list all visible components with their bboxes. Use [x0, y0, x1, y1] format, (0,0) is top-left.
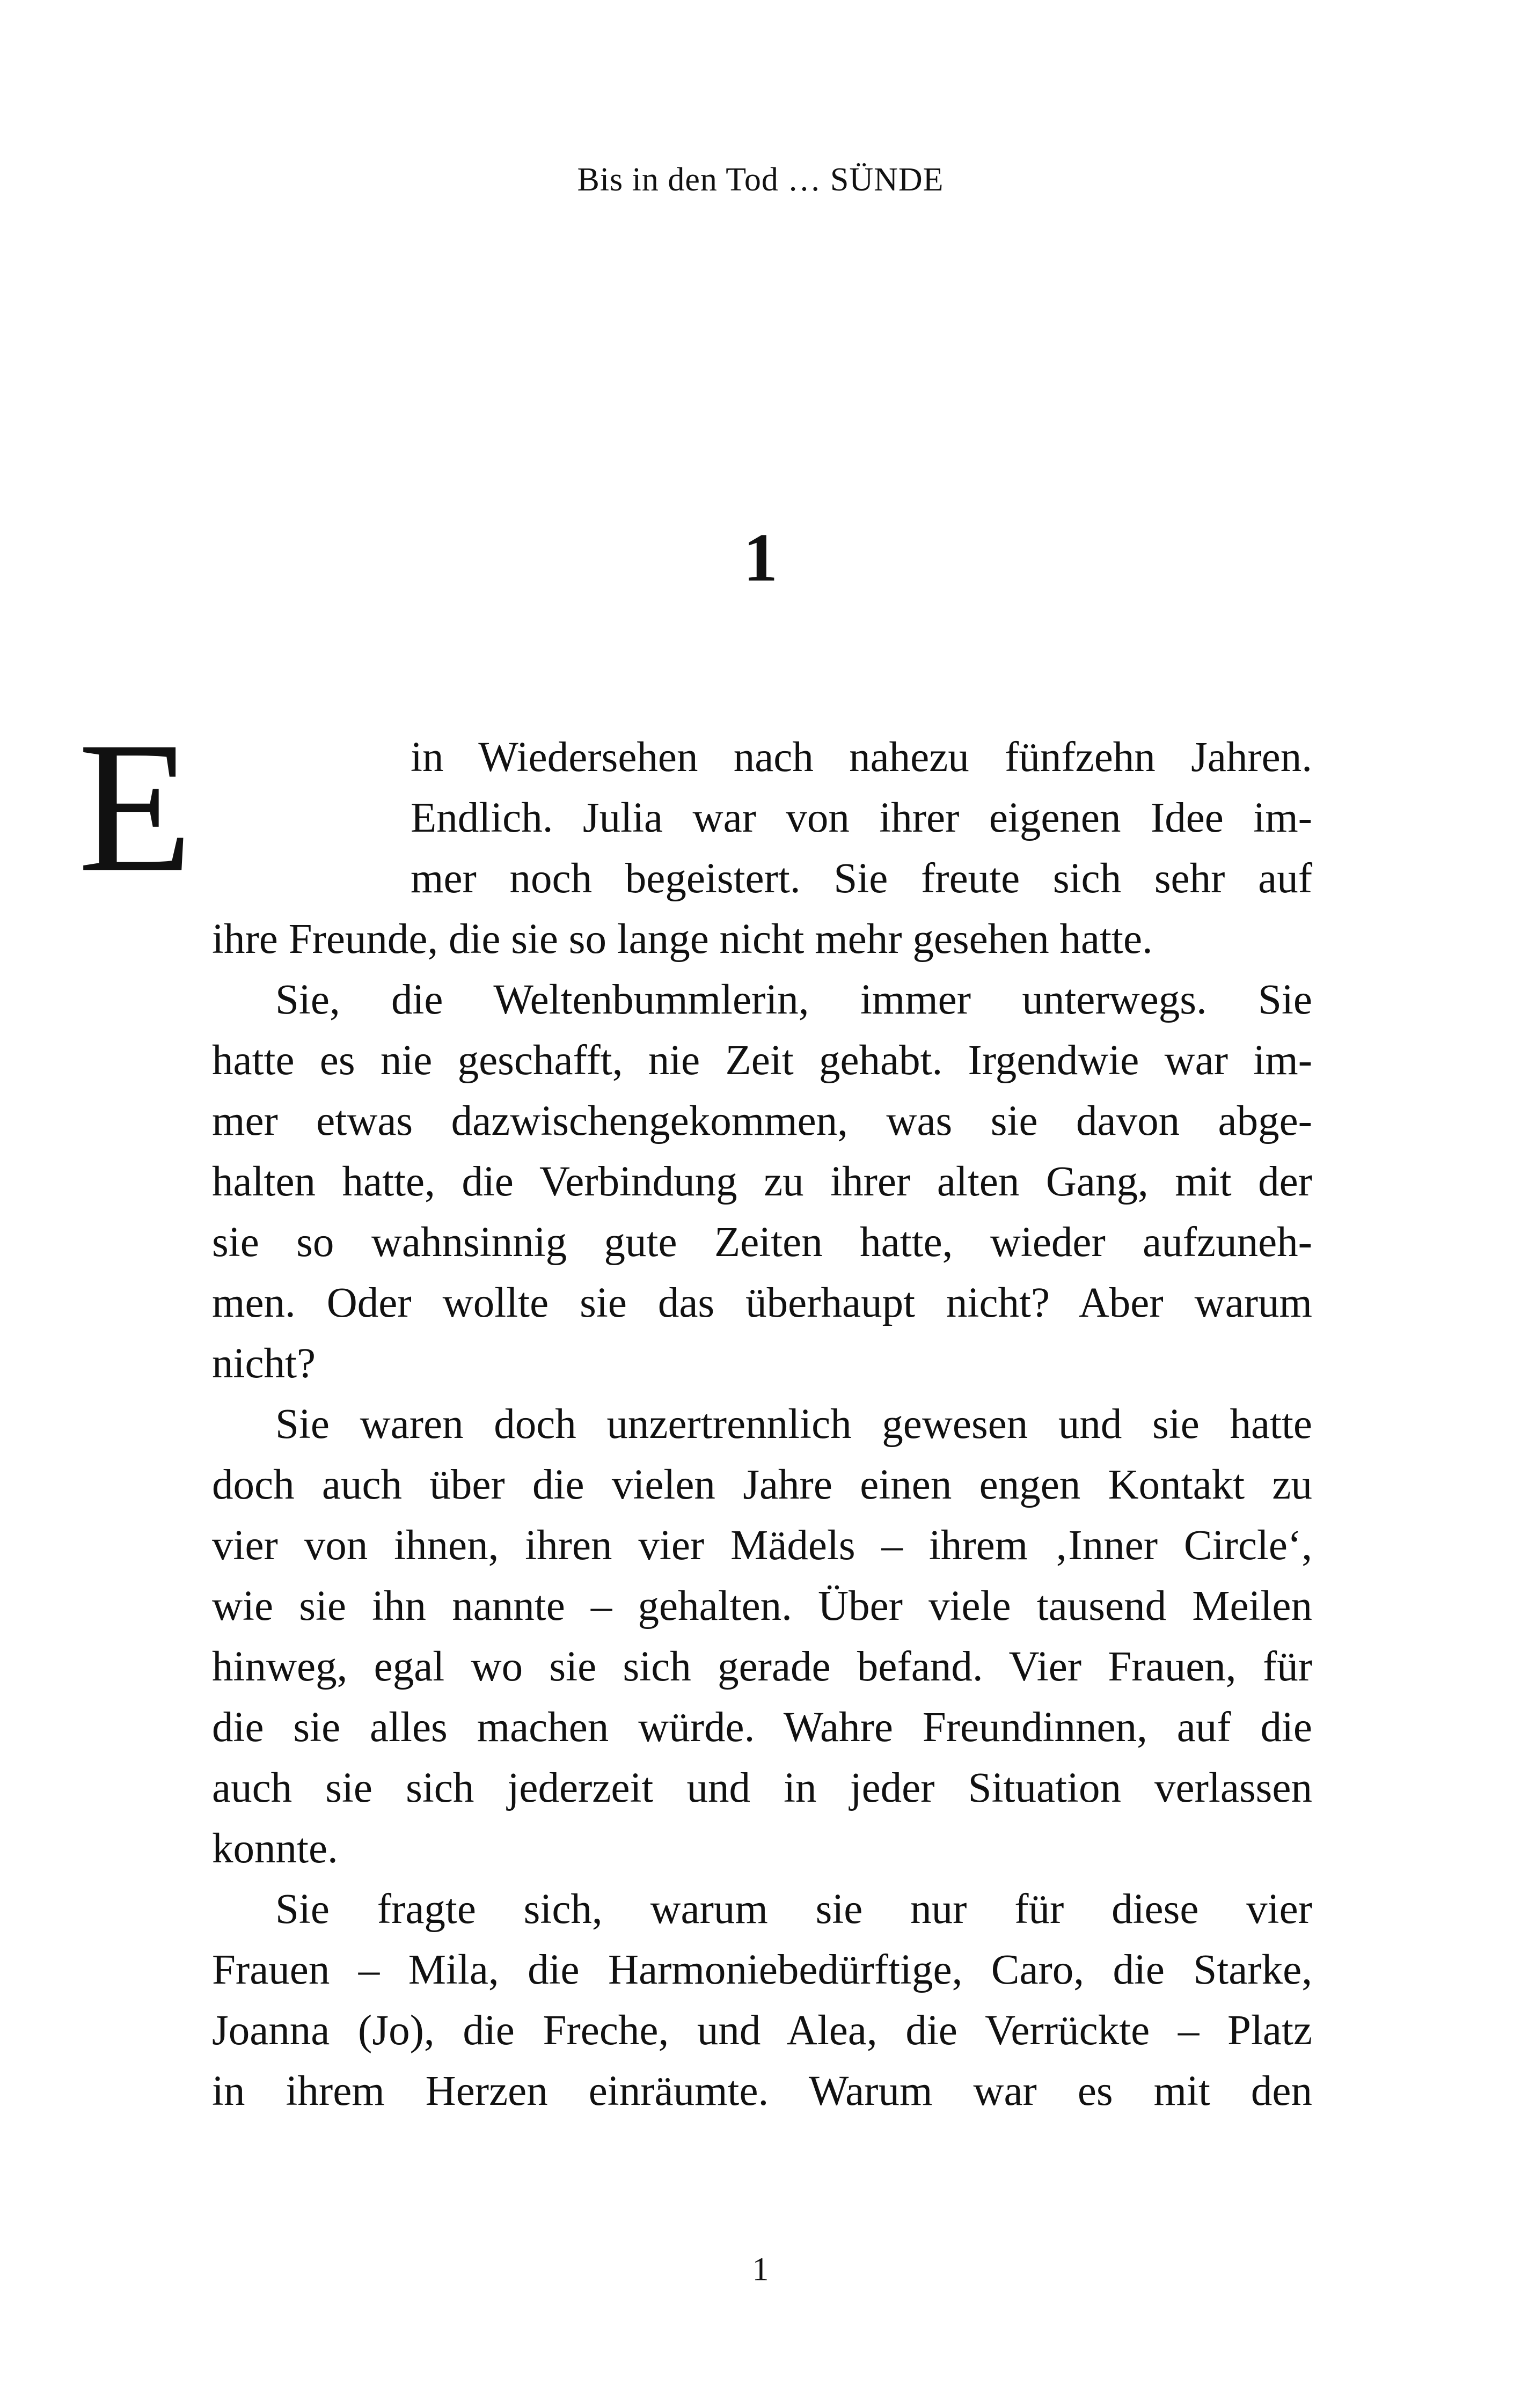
drop-cap-letter: E: [78, 730, 193, 891]
text-line: in Wiedersehen nach nahezu fünfzehn Jahren.: [411, 734, 1312, 781]
chapter-number: 1: [743, 519, 778, 596]
text-line: mer noch begeistert. Sie freute sich sehr auf: [411, 855, 1312, 902]
text-line: hatte es nie geschafft, nie Zeit gehabt. Irgendwie war im-: [212, 1037, 1312, 1084]
text-line: ihre Freunde, die sie so lange nicht mehr gesehen hatte.: [212, 916, 1153, 963]
text-line: auch sie sich jederzeit und in jeder Situation verlassen: [212, 1765, 1312, 1811]
text-line: Endlich. Julia war von ihrer eigenen Idee im-: [411, 795, 1312, 841]
drop-cap: [74, 730, 196, 891]
text-line: die sie alles machen würde. Wahre Freundinnen, auf die: [212, 1704, 1312, 1751]
text-line: in ihrem Herzen einräumte. Warum war es mit den: [212, 2068, 1312, 2115]
text-line: konnte.: [212, 1825, 338, 1872]
text-line: Sie, die Weltenbummlerin, immer unterwegs. Sie: [275, 977, 1312, 1023]
running-header: Bis in den Tod … SÜNDE: [577, 161, 944, 198]
text-line: Joanna (Jo), die Freche, und Alea, die Verrückte – Platz: [212, 2007, 1312, 2054]
text-line: vier von ihnen, ihren vier Mädels – ihrem ‚Inner Circle‘,: [212, 1522, 1312, 1569]
text-line: wie sie ihn nannte – gehalten. Über viele tausend Meilen: [212, 1583, 1312, 1629]
text-line: doch auch über die vielen Jahre einen engen Kontakt zu: [212, 1462, 1312, 1508]
text-line: men. Oder wollte sie das überhaupt nicht? Aber warum: [212, 1280, 1312, 1326]
page-number: 1: [752, 2251, 769, 2288]
text-line: Sie waren doch unzertrennlich gewesen und sie hatte: [275, 1401, 1312, 1448]
text-line: nicht?: [212, 1340, 316, 1387]
text-line: sie so wahnsinnig gute Zeiten hatte, wieder aufzuneh-: [212, 1219, 1312, 1266]
text-line: hinweg, egal wo sie sich gerade befand. Vier Frauen, für: [212, 1643, 1312, 1690]
text-line: Sie fragte sich, warum sie nur für diese vier: [275, 1886, 1312, 1933]
text-line: Frauen – Mila, die Harmoniebedürftige, Caro, die Starke,: [212, 1947, 1312, 1993]
chapter-body-text: [212, 727, 1312, 2121]
text-line: mer etwas dazwischengekommen, was sie davon abge-: [212, 1098, 1312, 1144]
text-line: halten hatte, die Verbindung zu ihrer alten Gang, mit der: [212, 1158, 1312, 1205]
